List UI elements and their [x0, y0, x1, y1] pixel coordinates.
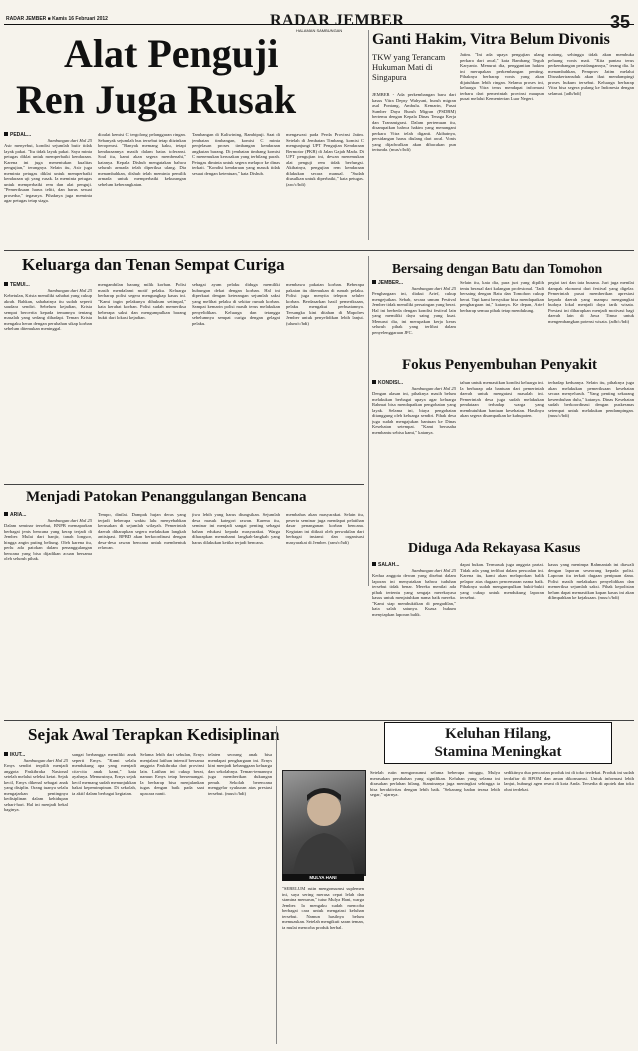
headline-keluarga: Keluarga dan Tenan Sempat Curiga — [22, 255, 285, 274]
article-alat-col1 — [4, 132, 92, 242]
article-keluhan-col2: Setelah rutin mengonsumsi selama beberapa minggu, Mulya merasakan perubahan yang signifikan. Keluhan yang selama ini dirasakan perlahan hilang. Staminanya juga meningkat sehingga ia bisa beraktivitas dengan lebih baik. "Sekarang badan terasa lebih segar," ujarnya. — [370, 770, 500, 798]
continued-from: Sambungan dari Hal 25 — [47, 288, 92, 293]
lead-label: KONDISI... — [372, 380, 456, 386]
article-bersaing-col1 — [372, 280, 456, 350]
bullet-square-icon — [372, 380, 376, 384]
article-keluhan-col1: "SEBELUM rutin mengonsumsi suplemen ini, saya sering merasa cepat lelah dan stamina menurun," tutur Mulya Hani, warga Jember. Ia mengaku sudah mencoba berbagai cara untuk mengatasi keluhan tersebut. Namun hasilnya belum memuaskan. Setelah mengikuti saran teman, ia mulai mencoba produk herbal. — [282, 886, 364, 930]
headline-sejak: Sejak Awal Terapkan Kedisiplinan — [28, 725, 280, 744]
article-fokus-col3: terhadap keduanya. Selain itu, pihaknya juga akan melakukan pemeriksaan kesehatan secara menyeluruh. "Yang penting sekarang kesembuhan dulu," katanya. Dinas Kesehatan sudah berkoordinasi dengan puskesmas setempat untuk melakukan pendampingan. (mus/c/hdi) — [548, 380, 634, 419]
photo-caption: MULYA HANI — [282, 874, 364, 881]
header-edition: RADAR JEMBER ■ Kamis 16 Februari 2012 — [6, 16, 108, 22]
article-diduga-col3: kasus yang menimpa Rahmaniah ini diawali dengan laporan seseorang kepada polisi. Laporan itu terkait dugaan penipuan dana. Polisi masih melakukan penyelidikan dan memeriksa sejumlah saksi. Pihak kepolisian belum dapat memastikan kapan kasus ini akan dilimpahkan ke kejaksaan. (mus/c/hdi) — [548, 562, 634, 601]
bullet-square-icon — [4, 512, 8, 516]
headline-menjadi: Menjadi Patokan Penanggulangan Bencana — [26, 489, 307, 505]
headline-alat-line1: Alat Penguji — [64, 31, 279, 76]
article-text: Kebetulan, Krista memiliki sahabat yang cukup akrab. Bahkan, sahabatnya itu sudah seperti saudara sendiri. Sebelum kejadian, Krista sempat bercerita kepada temannya tentang masalah yang sedang dihadapi. Teman Krista mengaku heran dengan perubahan sikap korban sebelum ditemukan meninggal. — [4, 293, 92, 332]
article-keluarga-col3: sebagai ayam pelaku diduga memiliki hubungan dekat dengan korban. Hal ini diperkuat dengan keterangan sejumlah saksi yang melihat pelaku di sekitar rumah korban. Sampai kemarin polisi masih terus melakukan penyelidikan. Keluarga dan tetangga sebelumnya sempat curiga dengan gelagat pelaku. — [192, 282, 280, 326]
subheadline-ganti: TKW yang Terancam Hukuman Mati di Singapura — [372, 52, 446, 82]
article-menjadi-col3: jiwa lebih yang harus diungsikan. Sejumlah desa masuk kategori rawan. Karena itu, seminar ini menjadi sangat penting sebagai bahan edukasi kepada masyarakat. Warga diharapkan memahami langkah-langkah yang harus dilakukan ketika terjadi bencana. — [192, 512, 280, 545]
header-section-label: HALAMAN SAMBUNGAN — [296, 28, 343, 33]
section-rule — [4, 484, 364, 485]
headline-bersaing: Bersaing dengan Batu dan Tomohon — [392, 261, 603, 276]
continued-from: Sambungan dari Hal 25 — [411, 286, 456, 291]
article-bersaing-col3: pegiat tari dan tata busana. Juri juga menilai dampak ekonomi dari festival yang digelar. Pemerintah pusat memberikan apresiasi kepada daerah yang mampu mengangkat budaya lokal menjadi daya tarik wisata. Prestasi ini diharapkan menjadi motivasi bagi daerah lain di Jawa Timur untuk mengembangkan potensi wisata. (adb/c/hdi) — [548, 280, 634, 324]
continued-from: Sambungan dari Hal 25 — [47, 518, 92, 523]
continued-from: Sambungan dari Hal 25 — [411, 386, 456, 391]
article-bersaing-col2: Selain itu, kata dia, para juri yang dipilih tentu berasal dari kalangan profesional. "Jadi bersaing dengan Batu dan Tomohon cukup berat. Tapi kami bersyukur bisa mendapatkan penghargaan ini," katanya. Ke depan, Arief berharap semua pihak tetap mendukung. — [460, 280, 544, 313]
article-keluhan-col3: sedikitnya dua pencarian produk ini di toko terdekat. Produk ini sudah terdaftar di BPOM dan aman dikonsumsi. Untuk informasi lebih lanjut, hubungi agen resmi di kota Anda. Tersedia di apotek dan toko obat terdekat. — [504, 770, 634, 792]
article-sejak-col1 — [4, 752, 68, 1044]
article-text: Ernys sendiri terpilih menjadi anggota Paskibraka Nasional setelah melalui seleksi ketat. Sejak kecil, Ernys dikenal sebagai anak yang disiplin. Orang tuanya selalu mengajarkan pentingnya kedisiplinan dalam kehidupan sehari-hari. Hal ini menjadi bekal baginya. — [4, 763, 68, 813]
bullet-square-icon — [4, 282, 8, 286]
article-text: Penghargaan ini, diakui Arief, cukup mengejutkan. Sebab, secara umum Festival Jember tidak memiliki persaingan yang berat. Hal ini berbeda dengan kondisi festival lain yang memiliki daya saing yang kuat. Menurut dia, ini merupakan kerja keras seluruh pihak yang terlibat dalam penyelenggaraan JFC. — [372, 291, 456, 335]
column-divider — [368, 30, 369, 240]
column-divider — [276, 726, 277, 1044]
article-alat-col4: mengawasi pada Perda Provinsi Jatim. Setelah di Jembatan Timbang, komisi C mengunjungi UPT Pengujian Kendaraan Bermotor (PKB) di Jalan Gajah Mada. Di UPT pengujian ini, dewan menemukan alat penguji rem tidak berfungsi. Akibatnya, pengujian rem kendaraan dilakukan secara manual. "Sudah diusulkan untuk diperbaiki," kata petugas. (aro/c/hdi) — [286, 132, 364, 187]
article-text: Kedua anggota dewan yang disebut dalam laporan ini menyatakan bahwa tuduhan tersebut tidak benar. Mereka menilai ada pihak tertentu yang sengaja merekayasa kasus untuk menjatuhkan nama baik mereka. "Kami siap membuktikan di pengadilan," kata salah satunya. Kuasa hukum menyiapkan laporan balik. — [372, 573, 456, 617]
header-rule — [4, 24, 634, 25]
lead-label: TEMUI... — [4, 282, 92, 288]
headline-alat-line2: Ren Juga Rusak — [16, 77, 297, 122]
headline-keluhan-line2: Stamina Meningkat — [434, 744, 562, 760]
lead-label: IKUT... — [4, 752, 68, 758]
headline-keluhan-line1: Keluhan Hilang, — [445, 726, 551, 742]
lead-label: ARIA... — [4, 512, 92, 518]
article-ganti-col1: JEMBER - Ada perkembangan baru dari kasus Vitra Depsy Wahyuni, buruh migran asal Pontang, Ambulu. Kemarin, Pusat Sumber Daya Buruh Migran (PSDBM) bertemu dengan Kepala Dinas Tenaga Kerja dan Transmigrasi. Dalam pertemuan itu, disampaikan bahwa hakim yang menangani perkara Vitra telah diganti. Akibatnya, persidangan harus diulang dari awal. Vonis yang dijadwalkan akan dibacakan pun tertunda. (mus/c/hdi) — [372, 92, 456, 153]
article-sejak-col4: telaten seorang anak bisa mendapat penghargaan ini. Ernys kini menjadi kebanggaan keluarga dan sekolahnya. Teman-temannya juga memberikan dukungan penuh. Sekolah berencana menggelar syukuran atas prestasi tersebut. (mus/c/hdi) — [208, 752, 272, 796]
bullet-square-icon — [4, 752, 8, 756]
bullet-square-icon — [4, 132, 8, 136]
continued-from: Sambungan dari Hal 25 — [411, 568, 456, 573]
article-text: Asir menyebut, kondisi sejumlah butir tidak layak pakai. "Itu tidak layak pakai. Saya minta petugas diklat untuk memperbaiki kendaraan. Karena ini juga menentukan kualitas pengujian," terangnya. Selain itu, Asir juga meminta petugas diklat untuk memperbaiki kendaraan uji yang rusak. Ia meminta petugas untuk memperbaiki rem dan alat penguji. "Pemeriksaan harus teliti, dan harus sesuai prosedur," tegasnya. Pihaknya juga meminta agar petugas tetap siaga. — [4, 143, 92, 204]
column-divider — [368, 256, 369, 586]
continued-from: Sambungan dari Hal 25 — [47, 138, 92, 143]
article-ganti-col3: matang, sehingga tidak akan membuka peluang vonis mati. "Kita pantau terus perkembangan persidangannya," terang dia. Ia menambahkan, Pemprov Jatim melalui Disnakertransduk akan ikut mendampingi proses hukum tersebut. Keluarga berharap Vitra bisa segera pulang ke Indonesia dengan selamat. [adb/hdi] — [548, 52, 634, 96]
section-rule — [4, 720, 634, 721]
article-diduga-col1 — [372, 562, 456, 712]
article-sejak-col3: Selama lebih dari sebulan, Ernys menjalani latihan intensif bersama anggota Paskibraka dari provinsi lain. Latihan ini cukup berat, namun Ernys tetap bersemangat. Ia berharap bisa menjalankan tugas dengan baik pada saat upacara nanti. — [140, 752, 204, 796]
bullet-square-icon — [372, 562, 376, 566]
article-sejak-col2: sangat berbangga memiliki anak seperti Ernys. "Kami selalu mendukung apa yang menjadi cita-cita anak kami," kata ayahnya. Menurutnya, Ernys sejak kecil memang sudah menunjukkan bakat kepemimpinan. Di sekolah, ia aktif dalam berbagai kegiatan. — [72, 752, 136, 796]
article-alat-col3: Tambangan di Kaliwining, Rambipuji. Saat di jembatan timbangan, komisi C minta penjelasan proses timbangan kendaraan angkutan barang. Di jembatan timbang komisi C menemukan kerusakan yang terbilang parah. Petugas diminta untuk segera melapor ke dinas terkait. "Kondisi kendaraan yang masuk tidak sesuai dengan ketentuan," kata Dishub. — [192, 132, 280, 176]
article-keluarga-col4: membawa pakaian korban. Beberapa pakaian itu ditemukan di rumah pelaku. Polisi juga menyita telepon seluler korban. Berdasarkan hasil pemeriksaan, pelaku mengakui perbuatannya. Tersangka kini ditahan di Mapolres Jember untuk penyelidikan lebih lanjut. (ulum/c/hdi) — [286, 282, 364, 326]
article-menjadi-col1 — [4, 512, 92, 712]
article-menjadi-col2: Tempo, dinilai. Dampak hujan deras yang terjadi beberapa waktu lalu menyebabkan kerusakan di sejumlah wilayah. Pemerintah daerah diharapkan segera melakukan langkah antisipasi. BPBD akan berkoordinasi dengan desa-desa rawan bencana untuk membentuk relawan. — [98, 512, 186, 551]
article-fokus-col2: tahun untuk memastikan kondisi keluarga ini. Ia berharap ada bantuan dari pemerintah daerah untuk mengatasi masalah ini. Pemerintah desa juga sudah melakukan pendataan terhadap warga yang membutuhkan bantuan kesehatan. Hasilnya akan segera disampaikan ke kabupaten. — [460, 380, 544, 419]
article-text: Dalam seminar tersebut, BNPB memaparkan berbagai jenis bencana yang kerap terjadi di Jember. Mulai dari banjir, tanah longsor, hingga angin puting beliung. Oleh karena itu, perlu ada patokan dalam penanggulangan bencana yang bisa dijadikan acuan bersama oleh seluruh pihak. — [4, 523, 92, 562]
lead-label: PEDAL... — [4, 132, 92, 138]
masthead-brand: RADAR JEMBER — [270, 12, 405, 29]
section-rule — [4, 250, 634, 251]
article-keluarga-col1 — [4, 282, 92, 478]
page-number: 35 — [609, 12, 630, 32]
keluhan-headline-box — [384, 722, 612, 764]
portrait-photo — [282, 770, 366, 876]
lead-label: SALAH... — [372, 562, 456, 568]
lead-label: JEMBER... — [372, 280, 456, 286]
headline-diduga: Diduga Ada Rekayasa Kasus — [408, 541, 581, 556]
article-alat-col2: dioalat kemisi C tergolong pelanggaran ringan. Sebanyak sejumlah bus tersebut tetap diizinkan beroperasi. "Banyak memang kaku, tetapi kendaraannya masih dalam batas toleransi. Soal itu, kami akan segera membenahi," katanya. Kepala Dishub mengatakan bahwa seluruh armada telah diperiksa ulang. Dia menambahkan, dishub telah meminta pemilik armada untuk memperbaiki kekurangan sebelum keberangkatan. — [98, 132, 186, 187]
article-keluarga-col2: mengambilan barang milik korban. Polisi masih mendalami motif pelaku. Keluarga berharap polisi segera mengungkap kasus ini. "Kami ingin pelakunya dihukum setimpal," kata kerabat korban. Polisi sudah memeriksa beberapa saksi dan mengumpulkan barang bukti dari lokasi kejadian. — [98, 282, 186, 321]
headline-ganti-hakim: Ganti Hakim, Vitra Belum Divonis — [372, 31, 610, 48]
article-fokus-col1 — [372, 380, 456, 530]
bullet-square-icon — [372, 280, 376, 284]
person-silhouette-icon — [283, 771, 365, 875]
headline-fokus: Fokus Penyembuhan Penyakit — [402, 357, 598, 373]
article-ganti-col2: Jatim. "Ini ada upaya pengujian ulang perkara dari awal," kata Bambang Teguh Karyanto. Menurut dia, penggantian hakim ini merupakan perkembangan penting. Pihaknya berharap vonis yang akan dijatuhkan lebih ringan. Selama proses ini, keluarga Vitra terus mendapat informasi terbaru dari pemerintah provinsi maupun pusat melalui Kementerian Luar Negeri. — [460, 52, 544, 102]
article-text: Dengan alasan ini, pihaknya masih belum melakukan berbagai upaya agar keluarga Rahmat bisa mendapatkan pengobatan yang layak. Selama ini, biaya pengobatan ditanggung oleh keluarga sendiri. Pihak desa juga sudah mengajukan bantuan ke Dinas Kesehatan setempat. "Kami berusaha membantu sebisa kami," katanya. — [372, 391, 456, 435]
article-menjadi-col4: membahas akan masyarakat. Selain itu, peserta seminar juga mendapat pelatihan dasar penanganan korban bencana. Kegiatan ini diikuti oleh perwakilan dari berbagai instansi dan organisasi masyarakat di Jember. (ram/c/hdi) — [286, 512, 364, 545]
article-diduga-col2: dapat bukan. Termasuk juga anggota partai. Tidak ada yang terlibat dalam persoalan ini. Karena itu, kami akan melaporkan balik pelapor atas dugaan pencemaran nama baik. Pihaknya sudah mengumpulkan bukti-bukti yang cukup untuk mendukung laporan tersebut. — [460, 562, 544, 601]
continued-from: Sambungan dari Hal 25 — [23, 758, 68, 763]
